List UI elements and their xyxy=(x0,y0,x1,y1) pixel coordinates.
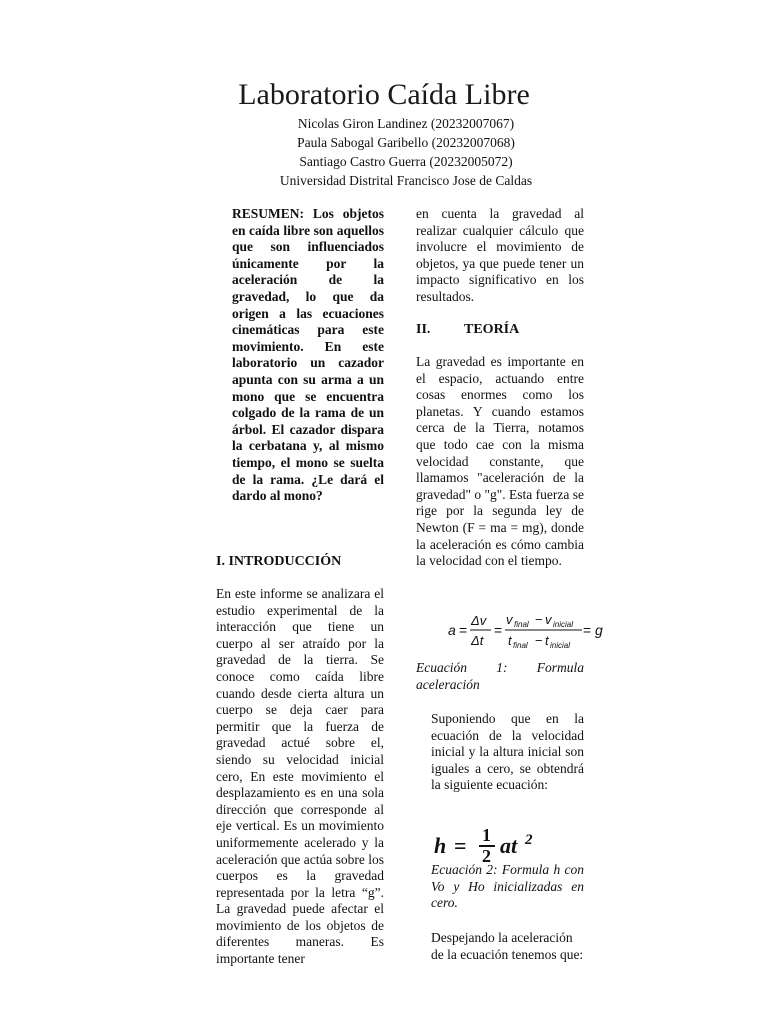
suponiendo-paragraph xyxy=(431,711,584,794)
eq1-t-inicial: t xyxy=(545,633,549,648)
author-line: Paula Sabogal Garibello (20232007068) xyxy=(297,135,515,150)
author-line: Santiago Castro Guerra (20232005072) xyxy=(299,154,513,169)
intro-text: En este informe se analizara el estudio experimental de la interacción que tiene un cuerpo al ser atraído por la gravedad de la tierra. Se conoce como caída libre cuando desde cierta altura un cuerpo se deja caer para permitir que la fuerza de gravedad actué sobre el, siendo su velocidad inicial cero, En este movimiento el desplazamiento es en una sola dirección que corresponde al eje vertical. Es un movimiento uniformemente acelerado y la aceleración que actúa sobre los cuerpos es la gravedad representada por la letra “g”. La gravedad puede afectar el movimiento de los objetos de diferentes maneras. Es importante tener xyxy=(216,586,384,967)
suponiendo-text: Suponiendo que en la ecuación de la velocidad inicial y la altura inicial son iguales a cero, se obtendrá la siguiente ecuación: xyxy=(431,711,584,793)
despejando-text: Despejando la aceleración de la ecuación tenemos que: xyxy=(431,930,584,962)
eq2-numerator: 1 xyxy=(482,825,491,845)
eq1-equals-3: = xyxy=(583,622,592,638)
eq1-equals: = xyxy=(459,622,468,638)
equation2-caption-text: Ecuación 2: Formula h con Vo y Ho inicializadas en cero. xyxy=(431,862,584,911)
intro-heading-text: INTRODUCCIÓN xyxy=(228,554,342,569)
height-equation xyxy=(432,824,592,864)
affiliation-line: Universidad Distrital Francisco Jose de Caldas xyxy=(279,173,533,188)
eq1-inicial-sub-2: inicial xyxy=(550,641,571,650)
intro-heading-number: I. xyxy=(216,554,225,569)
eq1-dv: Δv xyxy=(471,613,487,628)
equation2-caption xyxy=(431,862,584,912)
intro-paragraph xyxy=(216,586,384,968)
eq2-h: h xyxy=(434,833,447,858)
equation1-caption xyxy=(416,660,584,693)
teoria-text: La gravedad es importante en el espacio, actuando entre cosas enormes como los planetas. Y cuando estamos cerca de la Tierra, notamos que todo cae con la misma velocidad constante, que llamamos "aceleración de la gravedad" o "g". Esta fuerza se rige por la segunda ley de Newton (F = ma = mg), donde la aceleración es cómo cambia la velocidad con el tiempo. xyxy=(416,354,584,569)
eq2-exponent: 2 xyxy=(525,832,533,848)
abstract-text: RESUMEN: Los objetos en caída libre son aquellos que son influenciados únicamente por la aceleración de la gravedad, lo que da origen a las ecuaciones cinemáticas para este movimiento. En este laboratorio un cazador apunta con su arma a un mono que se encuentra colgado de la rama de un árbol. El cazador dispara la cerbatana y, al mismo tiempo, el mono se suelta de la rama. ¿Le dará el dardo al mono? xyxy=(232,206,384,504)
eq1-final-sub: final xyxy=(514,620,529,629)
eq1-v-final: v xyxy=(506,612,513,627)
acceleration-equation xyxy=(446,608,616,652)
eq1-dt: Δt xyxy=(471,633,484,648)
eq1-final-sub-2: final xyxy=(513,641,528,650)
abstract-paragraph xyxy=(232,206,384,505)
teoria-heading-text: TEORÍA xyxy=(464,322,520,337)
teoria-heading-number: II. xyxy=(416,322,431,337)
document-title: Laboratorio Caída Libre xyxy=(238,78,530,111)
eq2-equals: = xyxy=(454,833,467,858)
eq1-t-final: t xyxy=(508,633,512,648)
teoria-heading xyxy=(416,322,584,339)
teoria-paragraph xyxy=(416,354,584,570)
eq1-v-inicial: v xyxy=(545,612,552,627)
equation1-caption-text: Ecuación 1: Formula aceleración xyxy=(416,660,584,692)
eq1-equals-2: = xyxy=(494,622,503,638)
eq1-g: g xyxy=(595,622,603,638)
despejando-paragraph xyxy=(431,930,584,963)
eq1-minus: − xyxy=(535,612,543,627)
eq2-denominator: 2 xyxy=(482,846,491,864)
continuation-text: en cuenta la gravedad al realizar cualquier cálculo que involucre el movimiento de objetos, ya que puede tener un impacto significativo en los resultados. xyxy=(416,206,584,304)
eq1-a: a xyxy=(448,622,456,638)
eq2-at: at xyxy=(500,833,518,858)
intro-heading xyxy=(216,554,386,571)
eq1-inicial-sub: inicial xyxy=(553,620,574,629)
eq1-minus-2: − xyxy=(535,633,543,648)
continuation-paragraph xyxy=(416,206,584,306)
author-line: Nicolas Giron Landinez (20232007067) xyxy=(297,116,515,131)
author-block xyxy=(0,114,768,190)
